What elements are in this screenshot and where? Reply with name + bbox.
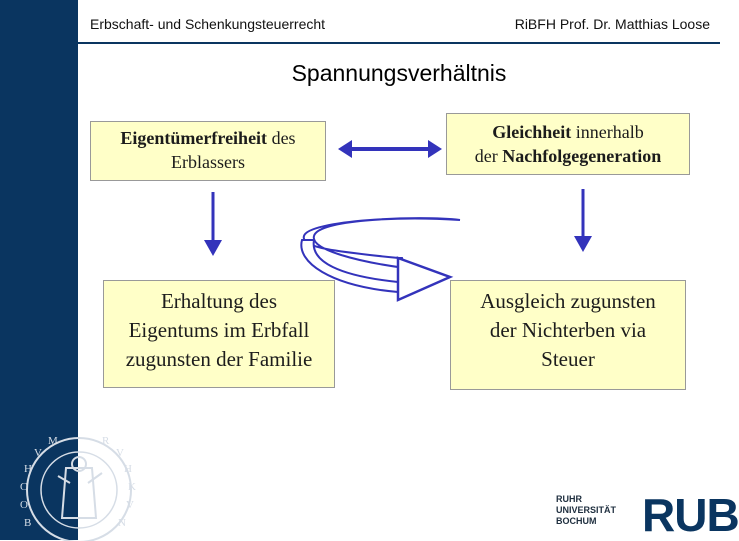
- svg-text:K: K: [128, 481, 136, 493]
- box-family-line3: zugunsten der Familie: [125, 347, 313, 371]
- box-equality-rest: innerhalb: [571, 122, 644, 142]
- box-compensation-line1: Ausgleich zugunsten: [480, 289, 656, 313]
- svg-text:M: M: [48, 435, 58, 447]
- university-seal-icon: [18, 428, 140, 540]
- down-arrow-right-icon: [574, 189, 592, 252]
- box-family-line1: Erhaltung des: [160, 289, 278, 313]
- box-compensation-tax: [450, 280, 686, 390]
- header-course-title: Erbschaft- und Schenkungsteuerrecht: [90, 16, 326, 32]
- box-equality-line2-pre: der: [474, 146, 503, 166]
- box-owner-freedom-bold: Eigentümerfreiheit: [120, 128, 268, 148]
- box-owner-freedom: [90, 121, 326, 181]
- svg-text:V: V: [126, 499, 134, 511]
- svg-text:N: N: [118, 517, 126, 529]
- down-arrow-left-icon: [204, 192, 222, 256]
- svg-text:B: B: [24, 517, 32, 529]
- box-compensation-line3: Steuer: [541, 347, 595, 371]
- box-equality-line2-bold: Nachfolgegeneration: [502, 146, 662, 166]
- box-equality-bold: Gleichheit: [492, 122, 572, 142]
- svg-text:R: R: [102, 435, 110, 447]
- box-owner-freedom-rest: des: [267, 128, 296, 148]
- box-equality: [446, 113, 690, 175]
- svg-text:O: O: [20, 499, 28, 511]
- double-arrow-icon: [338, 140, 442, 158]
- rub-logo-mark: RUB: [642, 489, 739, 541]
- box-family-preservation: [103, 280, 335, 388]
- rub-line3: BOCHUM: [556, 516, 597, 526]
- svg-text:C: C: [20, 481, 28, 493]
- header-author: RiBFH Prof. Dr. Matthias Loose: [514, 16, 710, 32]
- rub-logo-text: [556, 494, 616, 527]
- box-compensation-line2: der Nichterben via: [489, 318, 647, 342]
- rub-line1: RUHR: [556, 494, 582, 504]
- box-family-line2: Eigentums im Erbfall: [128, 318, 310, 342]
- svg-text:V: V: [116, 447, 124, 459]
- box-owner-freedom-line2: Erblassers: [171, 152, 245, 172]
- svg-text:H: H: [124, 463, 132, 475]
- rub-line2: UNIVERSITÄT: [556, 505, 617, 515]
- rub-logo: [556, 489, 739, 541]
- svg-text:V: V: [34, 447, 42, 459]
- svg-text:H: H: [24, 463, 32, 475]
- slide-title: Spannungsverhältnis: [291, 60, 507, 86]
